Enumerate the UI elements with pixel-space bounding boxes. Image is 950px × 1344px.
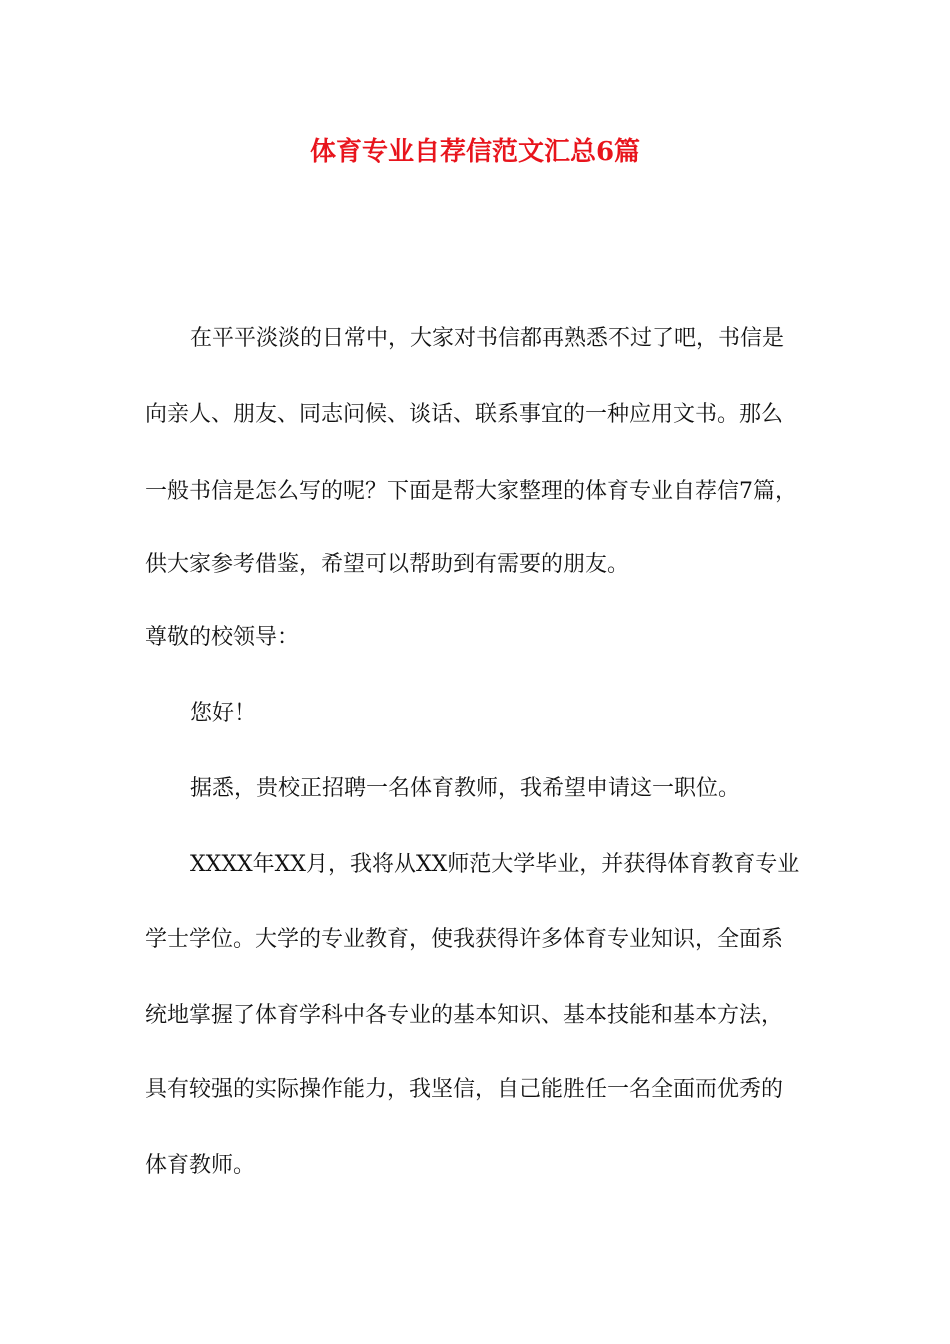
document-title: 体育专业自荐信范文汇总6篇 — [309, 137, 641, 167]
paragraph-line: 体育教师。 — [145, 1153, 256, 1178]
paragraph-line: XXXX年XX月，我将从XX师范大学毕业，并获得体育教育专业 — [190, 852, 800, 877]
paragraph-line: 向亲人、朋友、同志问候、谈话、联系事宜的一种应用文书。那么 — [145, 402, 784, 427]
paragraph-line: 据悉，贵校正招聘一名体育教师，我希望申请这一职位。 — [190, 776, 741, 801]
greeting-line: 您好！ — [190, 701, 257, 726]
salutation-line: 尊敬的校领导： — [145, 625, 300, 650]
paragraph-line: 一般书信是怎么写的呢？下面是帮大家整理的体育专业自荐信7篇， — [145, 479, 797, 504]
paragraph-line: 供大家参考借鉴，希望可以帮助到有需要的朋友。 — [145, 552, 630, 577]
paragraph-line: 具有较强的实际操作能力，我坚信，自己能胜任一名全面而优秀的 — [145, 1077, 784, 1102]
paragraph-line: 统地掌握了体育学科中各专业的基本知识、基本技能和基本方法， — [145, 1003, 784, 1028]
paragraph-line: 在平平淡淡的日常中，大家对书信都再熟悉不过了吧，书信是 — [190, 326, 785, 351]
paragraph-line: 学士学位。大学的专业教育，使我获得许多体育专业知识，全面系 — [145, 927, 784, 952]
